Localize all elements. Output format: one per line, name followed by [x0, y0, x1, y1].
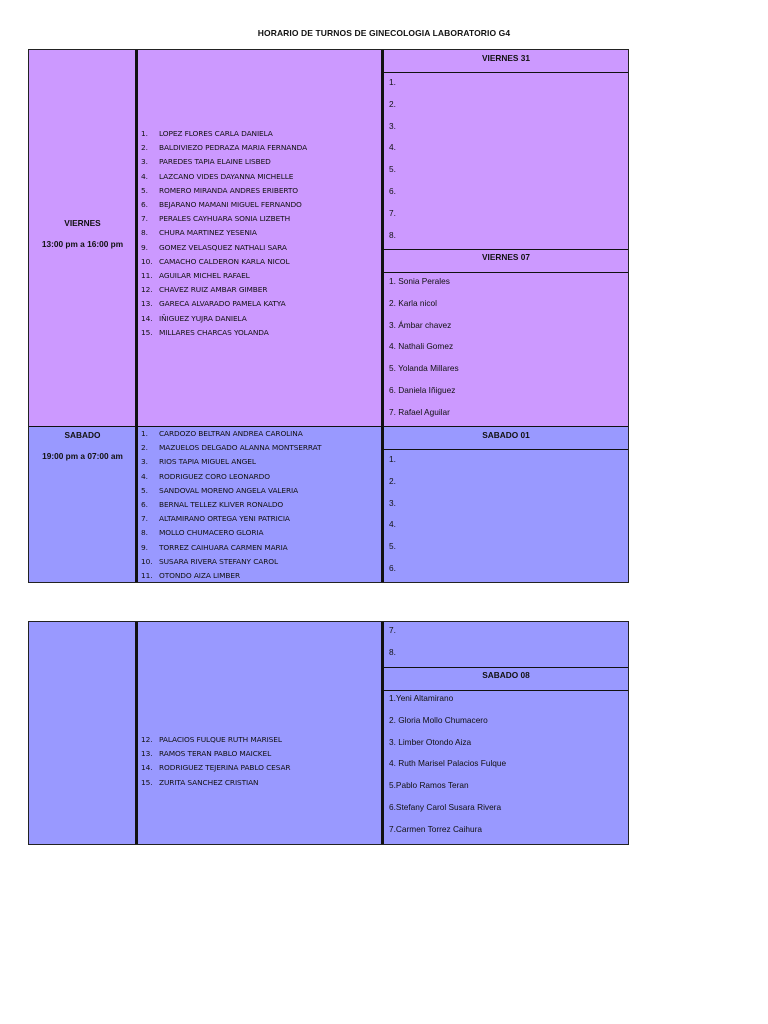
viernes-31-header: VIERNES 31	[482, 53, 530, 63]
column-divider	[381, 622, 384, 844]
viernes-time-label: 13:00 pm a 16:00 pm	[41, 239, 124, 249]
list-item: 7. PERALES CAYHUARA SONIA LIZBETH	[141, 214, 291, 224]
document-title: HORARIO DE TURNOS DE GINECOLOGIA LABORATORIO G4	[257, 28, 511, 38]
list-item: 4. LAZCANO VIDES DAYANNA MICHELLE	[141, 171, 294, 181]
schedule-table-1	[28, 49, 629, 583]
viernes-slots-column	[384, 50, 628, 427]
list-item: 3.	[389, 497, 396, 508]
list-item: 6. BERNAL TELLEZ KLIVER RONALDO	[141, 500, 284, 510]
list-item: 8. CHURA MARTINEZ YESENIA	[141, 228, 257, 238]
list-item: 2. Karla nicol	[389, 297, 437, 308]
sabado-08-slots	[389, 691, 506, 844]
list-item: 2. Gloria Mollo Chumacero	[389, 714, 488, 725]
list-item: 4.	[389, 519, 396, 530]
sabado-day-label: SABADO	[64, 430, 101, 440]
list-item: 1. LOPEZ FLORES CARLA DANIELA	[141, 129, 273, 138]
list-item: 14. RODRIGUEZ TEJERINA PABLO CESAR	[141, 763, 291, 773]
list-item: 10. CAMACHO CALDERON KARLA NICOL	[141, 256, 290, 266]
list-item: 12. CHAVEZ RUIZ AMBAR GIMBER	[141, 285, 268, 295]
list-item: 3. RIOS TAPIA MIGUEL ANGEL	[141, 457, 256, 467]
sabado-01-slots-continued	[389, 623, 396, 667]
list-item: 8. MOLLO CHUMACERO GLORIA	[141, 528, 264, 538]
sabado-time-label: 19:00 pm a 07:00 am	[42, 451, 123, 461]
list-item: 11. OTONDO AIZA LIMBER	[141, 571, 240, 581]
list-item: 4. Nathali Gomez	[389, 341, 454, 352]
list-item: 13. RAMOS TERAN PABLO MAICKEL	[141, 749, 272, 759]
list-item: 7.Carmen Torrez Caihura	[389, 823, 482, 834]
schedule-table-2	[28, 621, 629, 845]
list-item: 4.	[389, 142, 396, 153]
list-item: 6.	[389, 185, 396, 196]
row-divider	[29, 426, 628, 427]
list-item: 5. ROMERO MIRANDA ANDRES ERIBERTO	[141, 185, 299, 195]
list-item: 6.Stefany Carol Susara Rivera	[389, 801, 502, 812]
list-item: 1.	[389, 77, 396, 87]
column-divider	[135, 50, 138, 582]
list-item: 3. Ámbar chavez	[389, 319, 452, 330]
list-item: 6.	[389, 562, 396, 573]
list-item: 3. PAREDES TAPIA ELAINE LISBED	[141, 157, 271, 167]
list-item: 5.Pablo Ramos Teran	[389, 780, 469, 791]
list-item: 2. BALDIVIEZO PEDRAZA MARIA FERNANDA	[141, 143, 308, 153]
list-item: 13. GARECA ALVARADO PAMELA KATYA	[141, 299, 286, 309]
list-item: 11. AGUILAR MICHEL RAFAEL	[141, 271, 250, 281]
sabado-slots-column	[384, 427, 628, 582]
list-item: 4. RODRIGUEZ CORO LEONARDO	[141, 471, 270, 481]
column-divider	[381, 50, 384, 582]
list-item: 9. TORREZ CAIHUARA CARMEN MARIA	[141, 542, 288, 552]
list-item: 15. ZURITA SANCHEZ CRISTIAN	[141, 777, 259, 787]
list-item: 10. SUSARA RIVERA STEFANY CAROL	[141, 556, 278, 566]
viernes-name-list	[141, 127, 307, 340]
list-item: 7. ALTAMIRANO ORTEGA YENI PATRICIA	[141, 514, 290, 524]
list-item: 2. MAZUELOS DELGADO ALANNA MONTSERRAT	[141, 443, 322, 453]
list-item: 7. Rafael Aguilar	[389, 406, 450, 417]
list-item: 9. GOMEZ VELASQUEZ NATHALI SARA	[141, 242, 287, 252]
list-item: 12. PALACIOS FULQUE RUTH MARISEL	[141, 735, 282, 744]
list-item: 8.	[389, 229, 396, 240]
sabado-01-header: SABADO 01	[482, 430, 530, 440]
list-item: 15. MILLARES CHARCAS YOLANDA	[141, 327, 269, 337]
list-item: 5.	[389, 541, 396, 552]
list-item: 14. IÑIGUEZ YUJRA DANIELA	[141, 313, 247, 323]
sabado-01-slots	[389, 452, 396, 583]
viernes-31-slots	[389, 75, 396, 249]
sabado-08-header: SABADO 08	[482, 670, 530, 680]
sabado-cont-slots-column	[384, 622, 628, 844]
list-item: 2.	[389, 475, 396, 486]
list-item: 6. BEJARANO MAMANI MIGUEL FERNANDO	[141, 200, 302, 210]
list-item: 2.	[389, 98, 396, 109]
viernes-07-header: VIERNES 07	[482, 252, 530, 262]
list-item: 6. Daniela Iñiguez	[389, 384, 456, 395]
viernes-07-slots	[389, 274, 459, 427]
list-item: 8.	[389, 646, 396, 657]
sabado-name-list	[141, 427, 321, 583]
list-item: 4. Ruth Marisel Palacios Fulque	[389, 758, 507, 769]
list-item: 7.	[389, 625, 396, 635]
list-item: 5. SANDOVAL MORENO ANGELA VALERIA	[141, 485, 299, 495]
viernes-day-label: VIERNES	[64, 218, 101, 228]
sabado-cont-name-list	[141, 733, 290, 790]
column-divider	[135, 622, 138, 844]
list-item: 5. Yolanda Millares	[389, 363, 459, 374]
list-item: 1.Yeni Altamirano	[389, 693, 454, 703]
list-item: 5.	[389, 164, 396, 175]
list-item: 1. Sonia Perales	[389, 276, 450, 286]
list-item: 1.	[389, 454, 396, 464]
list-item: 3. Limber Otondo Aiza	[389, 736, 472, 747]
list-item: 7.	[389, 207, 396, 218]
list-item: 3.	[389, 120, 396, 131]
list-item: 1. CARDOZO BELTRAN ANDREA CAROLINA	[141, 429, 303, 438]
